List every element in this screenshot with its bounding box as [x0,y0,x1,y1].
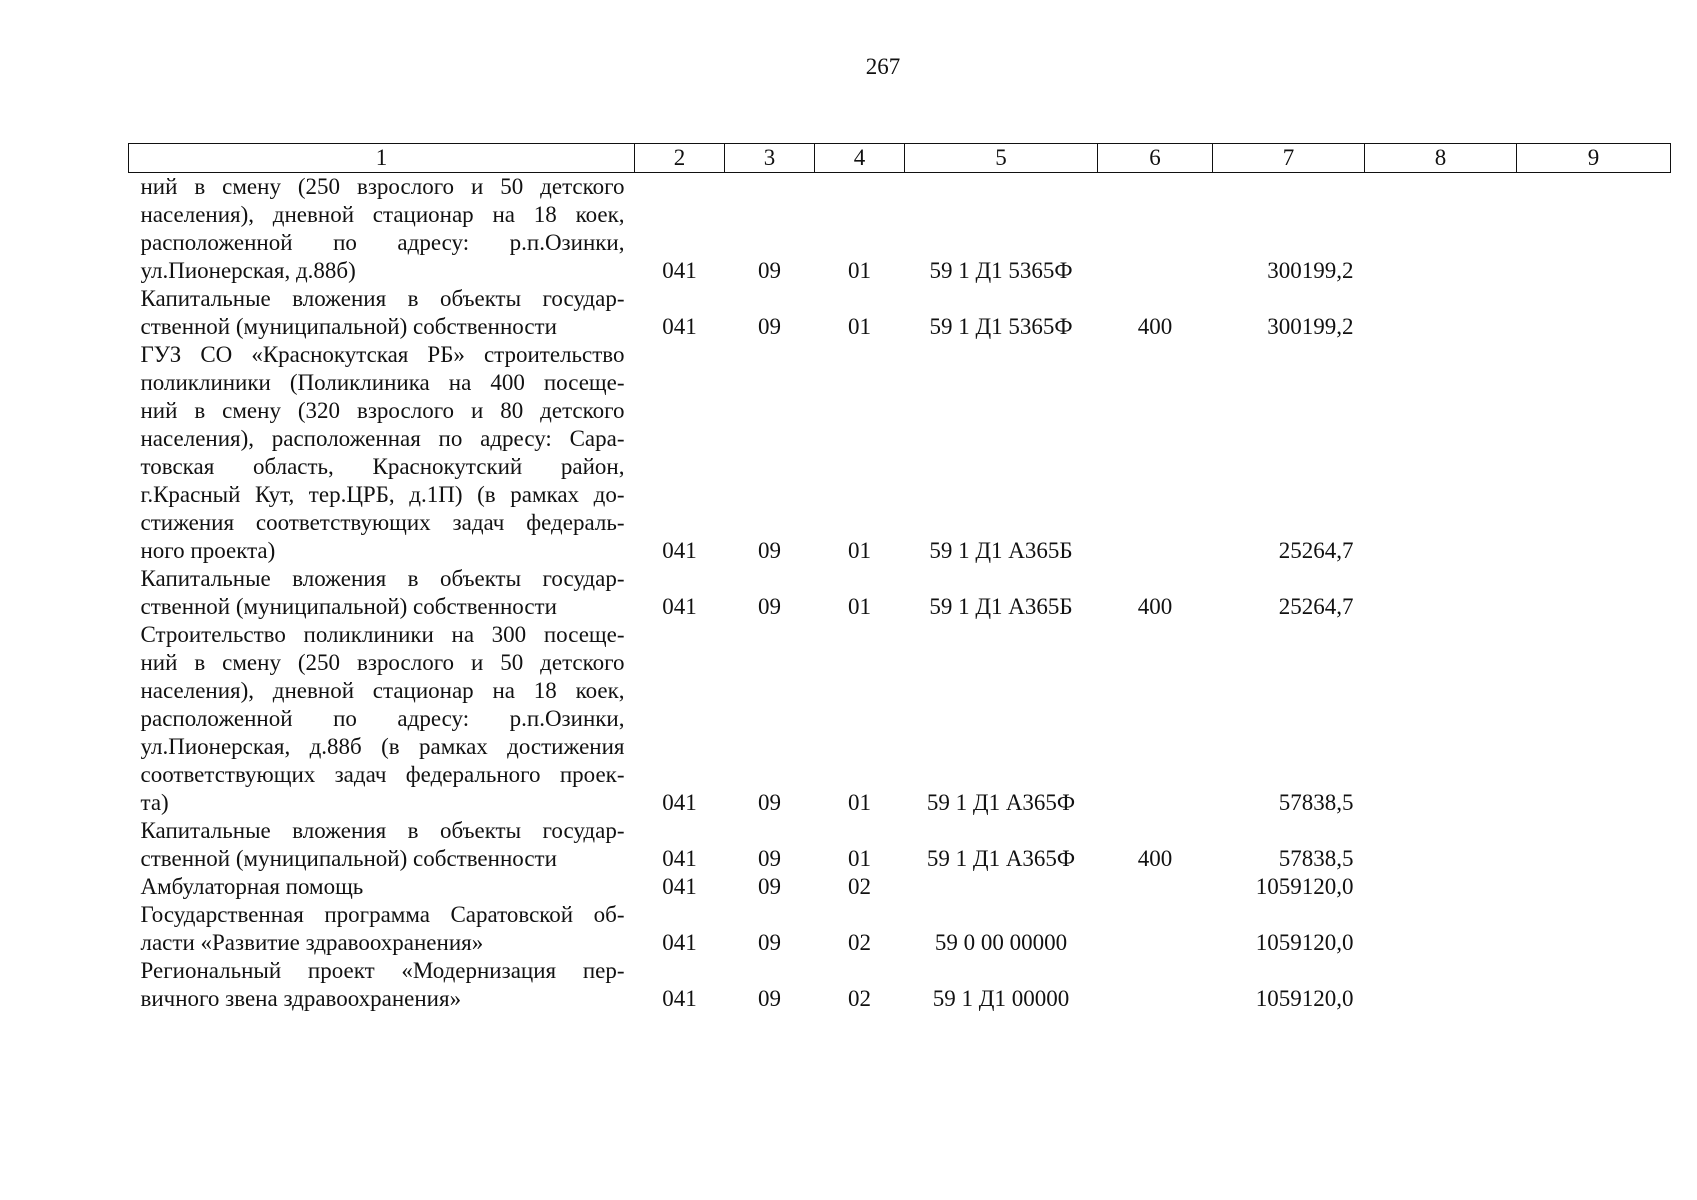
description-line: Амбулаторная помощь [140,874,364,899]
table-row [129,901,1671,957]
description-cell [129,621,635,817]
amount-cell: 1059120,0 [1255,930,1354,955]
target-article-cell: 59 1 Д1 00000 [932,986,1070,1011]
amount-cell-8 [1365,565,1517,621]
amount-cell: 57838,5 [1278,790,1354,815]
subsection-code-cell: 02 [848,874,871,899]
description-cell [129,901,635,957]
target-article-cell: 59 1 Д1 А365Ф [926,846,1076,871]
subsection-code-cell: 01 [848,258,871,283]
target-article-cell: 59 1 Д1 А365Б [929,538,1073,563]
amount-cell-9 [1517,957,1671,1013]
description-line: стижения соответствующих задач федераль- [140,510,625,535]
column-header: 4 [815,144,905,173]
amount-cell-8 [1365,901,1517,957]
section-code-cell: 09 [758,846,781,871]
administrator-code-cell: 041 [662,314,697,339]
description-line: ственной (муниципальной) собственности [140,846,557,871]
expense-type-cell [1098,173,1213,286]
section-code-cell: 09 [758,258,781,283]
description-cell [129,873,635,901]
description-line: ственной (муниципальной) собственности [140,594,557,619]
amount-cell: 300199,2 [1267,258,1354,283]
expense-type-cell: 400 [1137,594,1173,619]
description-line: соответствующих задач федерального проек- [140,762,625,787]
description-line: ул.Пионерская, д.88б (в рамках достижения [140,734,625,759]
expense-type-cell [1098,957,1213,1013]
administrator-code-cell: 041 [662,874,697,899]
description-line: Государственная программа Саратовской об- [140,902,625,927]
description-cell [129,341,635,565]
description-cell [129,565,635,621]
description-cell [129,957,635,1013]
expense-type-cell: 400 [1137,846,1173,871]
description-line: расположенной по адресу: р.п.Озинки, [140,706,625,731]
expense-type-cell [1098,341,1213,565]
section-code-cell: 09 [758,986,781,1011]
table-body [129,173,1671,1014]
amount-cell-8 [1365,957,1517,1013]
table-row [129,285,1671,341]
description-cell [129,173,635,286]
description-line: та) [140,790,169,815]
column-header: 9 [1517,144,1671,173]
subsection-code-cell: 02 [848,986,871,1011]
subsection-code-cell: 02 [848,930,871,955]
amount-cell-9 [1517,285,1671,341]
amount-cell-8 [1365,285,1517,341]
column-header: 8 [1365,144,1517,173]
description-line: ул.Пионерская, д.88б) [140,258,356,283]
description-line: Капитальные вложения в объекты государ- [140,286,625,311]
section-code-cell: 09 [758,314,781,339]
subsection-code-cell: 01 [848,790,871,815]
description-line: вичного звена здравоохранения» [140,986,462,1011]
expense-type-cell [1098,873,1213,901]
amount-cell-9 [1517,901,1671,957]
administrator-code-cell: 041 [662,930,697,955]
table-row [129,621,1671,817]
table-row [129,565,1671,621]
amount-cell-8 [1365,341,1517,565]
amount-cell-9 [1517,873,1671,901]
description-line: поликлиники (Поликлиника на 400 посеще- [140,370,625,395]
amount-cell: 25264,7 [1278,594,1354,619]
amount-cell-9 [1517,621,1671,817]
description-line: г.Красный Кут, тер.ЦРБ, д.1П) (в рамках до- [140,482,625,507]
amount-cell-9 [1517,817,1671,873]
description-line: ний в смену (250 взрослого и 50 детского [140,174,625,199]
amount-cell: 25264,7 [1278,538,1354,563]
amount-cell-8 [1365,873,1517,901]
subsection-code-cell: 01 [848,846,871,871]
section-code-cell: 09 [758,594,781,619]
column-header: 1 [129,144,635,173]
table-row [129,873,1671,901]
description-line: ственной (муниципальной) собственности [140,314,557,339]
description-line: населения), дневной стационар на 18 коек, [140,678,625,703]
description-cell [129,285,635,341]
amount-cell: 1059120,0 [1255,874,1354,899]
administrator-code-cell: 041 [662,790,697,815]
administrator-code-cell: 041 [662,538,697,563]
amount-cell: 300199,2 [1267,314,1354,339]
description-line: расположенной по адресу: р.п.Озинки, [140,230,625,255]
section-code-cell: 09 [758,538,781,563]
description-line: населения), дневной стационар на 18 коек, [140,202,625,227]
administrator-code-cell: 041 [662,594,697,619]
description-line: населения), расположенная по адресу: Сара- [140,426,625,451]
description-line: Региональный проект «Модернизация пер- [140,958,625,983]
administrator-code-cell: 041 [662,846,697,871]
administrator-code-cell: 041 [662,258,697,283]
subsection-code-cell: 01 [848,594,871,619]
target-article-cell: 59 1 Д1 5365Ф [929,258,1073,283]
description-line: Капитальные вложения в объекты государ- [140,818,625,843]
section-code-cell: 09 [758,874,781,899]
target-article-cell: 59 1 Д1 А365Б [929,594,1073,619]
column-number-row [129,144,1671,173]
target-article-cell: 59 1 Д1 А365Ф [926,790,1076,815]
description-cell [129,817,635,873]
amount-cell-8 [1365,817,1517,873]
amount-cell-8 [1365,621,1517,817]
description-line: ний в смену (250 взрослого и 50 детского [140,650,625,675]
table-row [129,817,1671,873]
column-header: 7 [1213,144,1365,173]
table-row [129,957,1671,1013]
table-row [129,341,1671,565]
amount-cell: 57838,5 [1278,846,1354,871]
description-line: ласти «Развитие здравоохранения» [140,930,484,955]
description-line: ного проекта) [140,538,276,563]
description-line: товская область, Краснокутский район, [140,454,625,479]
description-line: Строительство поликлиники на 300 посеще- [140,622,625,647]
description-line: Капитальные вложения в объекты государ- [140,566,625,591]
subsection-code-cell: 01 [848,538,871,563]
subsection-code-cell: 01 [848,314,871,339]
column-header: 5 [905,144,1098,173]
table-row [129,173,1671,286]
target-article-cell: 59 1 Д1 5365Ф [929,314,1073,339]
page-number: 267 [865,54,901,79]
amount-cell-9 [1517,173,1671,286]
target-article-cell: 59 0 00 00000 [934,930,1068,955]
amount-cell: 1059120,0 [1255,986,1354,1011]
section-code-cell: 09 [758,790,781,815]
column-header: 3 [725,144,815,173]
expense-type-cell [1098,901,1213,957]
description-line: ГУЗ СО «Краснокутская РБ» строительство [140,342,625,367]
amount-cell-9 [1517,341,1671,565]
target-article-cell [905,873,1098,901]
expense-type-cell: 400 [1137,314,1173,339]
column-header: 2 [635,144,725,173]
description-line: ний в смену (320 взрослого и 80 детского [140,398,625,423]
budget-table [128,143,1671,1013]
section-code-cell: 09 [758,930,781,955]
amount-cell-8 [1365,173,1517,286]
expense-type-cell [1098,621,1213,817]
administrator-code-cell: 041 [662,986,697,1011]
amount-cell-9 [1517,565,1671,621]
column-header: 6 [1098,144,1213,173]
